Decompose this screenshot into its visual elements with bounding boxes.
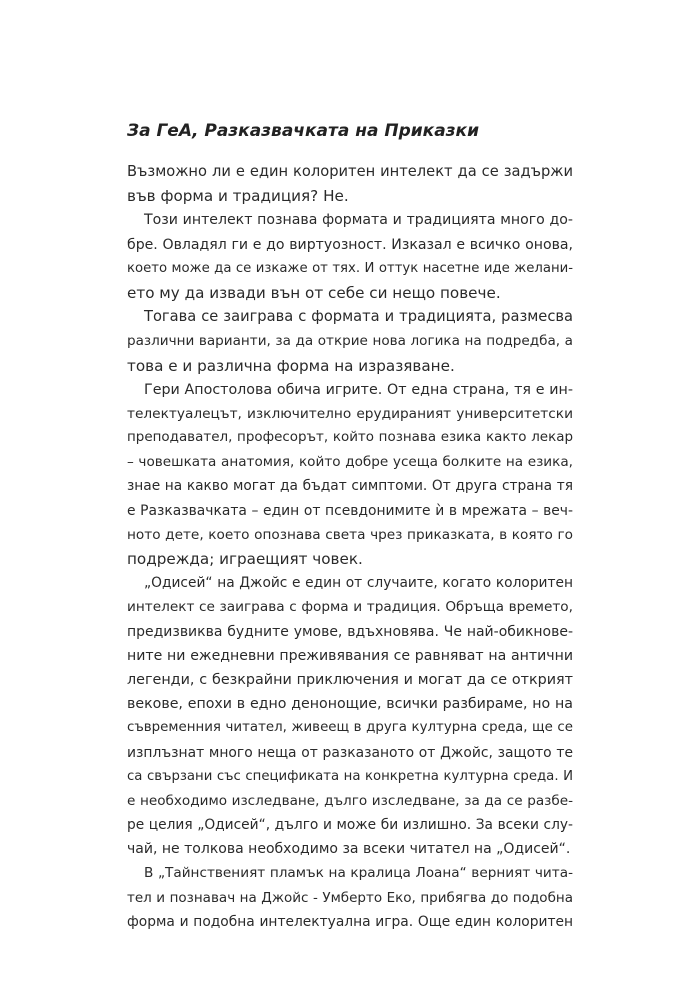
text-line: знае на какво могат да бъдат симптоми. От друга страна тя (127, 478, 573, 495)
text-line: съвременния читател, живеещ в друга културна среда, ще се (127, 720, 573, 736)
text-line: форма и подобна интелектуална игра. Още един колоритен (127, 913, 573, 930)
text-line: ното дете, което опознава света чрез приказката, в която го (127, 526, 573, 543)
text-line: векове, епохи в едно денонощие, всички разбираме, но на (127, 696, 573, 713)
text-line: тел и познавач на Джойс - Умберто Еко, прибягва до подобна (127, 889, 573, 906)
text-line: интелект се заиграва с форма и традиция. Обръща времето, (127, 599, 573, 616)
text-line: е необходимо изследване, дълго изследване, за да се разбе- (127, 792, 573, 809)
text-line: подрежда; играещият човек. (127, 550, 363, 568)
text-line: Възможно ли е един колоритен интелект да се задържи (127, 163, 573, 180)
text-line: чай, не толкова необходимо за всеки читател на „Одисей“. (127, 841, 571, 858)
section-heading: За ГеА, Разказвачката на Приказки (127, 121, 479, 141)
text-line: легенди, с безкрайни приключения и могат да се открият (127, 671, 573, 688)
text-line: във форма и традиция? Не. (127, 187, 349, 206)
text-line: което може да се изкаже от тях. И оттук насетне иде желани- (127, 260, 573, 276)
text-line: преподавател, професорът, който познава езика както лекар (127, 430, 573, 446)
text-line: предизвиква будните умове, вдъхновява. Че най-обикнове- (127, 623, 573, 640)
text-line: това е и различна форма на изразяване. (127, 356, 455, 375)
text-line: е Разказвачката – един от псевдонимите ѝ в мрежата – веч- (127, 502, 573, 519)
text-line: ето му да извади вън от себе си нещо повече. (127, 283, 501, 302)
text-line: Този интелект познава формата и традицията много до- (144, 212, 573, 229)
text-line: телектуалецът, изключително ерудираният университетски (127, 405, 573, 422)
text-line: са свързани със спецификата на конкретна културна среда. И (127, 768, 573, 784)
text-line: Гери Апостолова обича игрите. От една страна, тя е ин- (144, 381, 573, 398)
body-text (127, 160, 573, 934)
text-line: В „Тайнственият пламък на кралица Лоана“ верният чита- (144, 865, 573, 882)
text-line: „Одисей“ на Джойс е един от случаите, когато колоритен (144, 575, 573, 592)
text-line: ре целия „Одисей“, дълго и може би излишно. За всеки слу- (127, 817, 573, 834)
text-line: ните ни ежедневни преживявания се равняват на антични (127, 647, 573, 664)
text-line: Тогава се заиграва с формата и традицията, размесва (144, 308, 573, 326)
text-line: – човешката анатомия, който добре усеща болките на езика, (127, 454, 573, 471)
text-line: бре. Овладял ги е до виртуозност. Изказал е всичко онова, (127, 236, 573, 253)
text-line: изплъзнат много неща от разказаното от Джойс, защото те (127, 744, 573, 761)
text-line: различни варианти, за да открие нова логика на подредба, а (127, 333, 573, 350)
